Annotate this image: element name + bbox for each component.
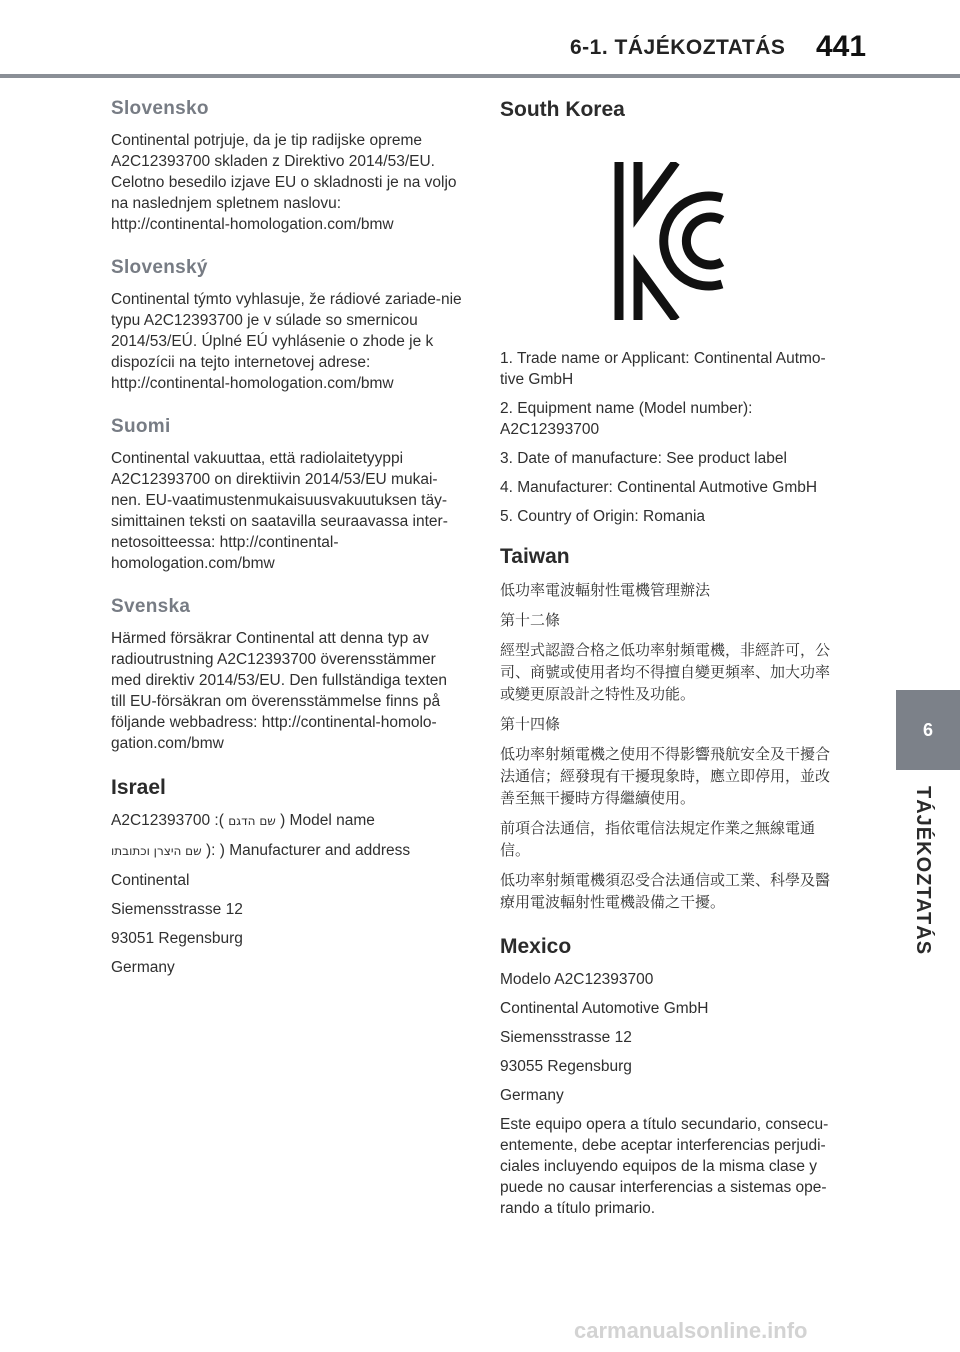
mexico-text: Este equipo opera a título secundario, consecu-entemente, debe aceptar interferencias perjudi-ciales incluyendo equipos de la misma clase y puede no causar interferencias a sistemas ope-rando a título primario. — [500, 1116, 829, 1217]
taiwan-paragraph: 第十二條 — [500, 611, 561, 629]
taiwan-paragraph: 經型式認證合格之低功率射頻電機，非經許可，公司、商號或使用者均不得擅自變更頻率、加大功率或變更原設計之特性及功能。 — [500, 641, 831, 703]
section-south-korea — [500, 98, 842, 527]
section-slovensky — [111, 257, 463, 394]
section-title: Suomi — [111, 416, 171, 437]
section-svenska — [111, 596, 463, 754]
korea-item: 3. Date of manufacture: See product label — [500, 450, 787, 467]
kc-mark-icon — [614, 162, 732, 320]
section-title: Svenska — [111, 596, 191, 617]
korea-item: 2. Equipment name (Model number): A2C12393700 — [500, 400, 753, 438]
chapter-tab: 6 — [896, 690, 960, 770]
taiwan-paragraph: 第十四條 — [500, 715, 561, 733]
section-title: Israel — [111, 776, 166, 799]
section-mexico — [500, 935, 842, 1219]
mexico-line: 93055 Regensburg — [500, 1058, 632, 1075]
israel-manufacturer-suffix: ): ) Manufacturer and address — [205, 842, 411, 859]
section-text: Continental týmto vyhlasuje, že rádiové zariade-nie typu A2C12393700 je v súlade so smernicou 2014/53/EÚ. Úplné EÚ vyhlásenie o zhode je k dispozícii na tejto internetovej adrese: http://continental-homologation.com/bmw — [111, 291, 462, 392]
korea-item: 1. Trade name or Applicant: Continental Autmo-tive GmbH — [500, 350, 826, 388]
israel-model-suffix: ) Model name — [280, 812, 375, 829]
israel-manufacturer-hebrew: שם היצרן וכתובתו — [111, 844, 202, 858]
header-title: 6-1. TÁJÉKOZTATÁS — [570, 36, 786, 59]
israel-manufacturer-line — [111, 840, 463, 862]
section-text: Continental vakuuttaa, että radiolaitetyyppi A2C12393700 on direktiivin 2014/53/EU mukai-nen. EU-vaatimustenmukaisuusvakuutuksen täy-simittainen teksti on saatavilla seuraavassa inter-netosoitteessa: http://continental-homologation.com/bmw — [111, 450, 448, 572]
section-text: Härmed försäkrar Continental att denna typ av radioutrustning A2C12393700 överensstämmer med direktiv 2014/53/EU. Den fullständiga texten till EU-försäkran om överensstämmelse finns på följande webbadress: http://continental-homolo-gation.com/bmw — [111, 630, 448, 752]
section-slovensko — [111, 98, 463, 235]
israel-address-line: 93051 Regensburg — [111, 930, 243, 947]
israel-address-line: Germany — [111, 959, 175, 976]
section-israel — [111, 776, 463, 978]
israel-model-line — [111, 810, 463, 832]
korea-item: 5. Country of Origin: Romania — [500, 508, 706, 525]
page-number: 441 — [816, 30, 867, 63]
taiwan-paragraph: 低功率射頻電機須忍受合法通信或工業、科學及醫療用電波輻射性電機設備之干擾。 — [500, 871, 831, 911]
israel-address-line: Siemensstrasse 12 — [111, 901, 243, 918]
watermark: carmanualsonline.info — [574, 1318, 808, 1343]
taiwan-paragraph: 低功率電波輻射性電機管理辦法 — [500, 581, 711, 599]
israel-model-prefix: A2C12393700 :( — [111, 812, 224, 829]
taiwan-paragraph: 前項合法通信，指依電信法規定作業之無線電通信。 — [500, 819, 816, 859]
taiwan-paragraph: 低功率射頻電機之使用不得影響飛航安全及干擾合法通信；經發現有干擾現象時，應立即停用，並改善至無干擾時方得繼續使用。 — [500, 745, 831, 807]
mexico-line: Siemensstrasse 12 — [500, 1029, 632, 1046]
mexico-line: Germany — [500, 1087, 564, 1104]
chapter-label: TÁJÉKOZTATÁS — [912, 786, 934, 956]
section-suomi — [111, 416, 463, 574]
left-column — [111, 98, 463, 1000]
section-title: Slovenský — [111, 257, 208, 278]
section-taiwan — [500, 545, 842, 913]
right-column — [500, 98, 842, 1241]
section-title: Taiwan — [500, 545, 570, 568]
header-divider — [0, 74, 960, 78]
section-title: South Korea — [500, 98, 625, 121]
mexico-line: Continental Automotive GmbH — [500, 1000, 709, 1017]
section-title: Mexico — [500, 935, 572, 958]
section-text: Continental potrjuje, da je tip radijske opreme A2C12393700 skladen z Direktivo 2014/53/EU. Celotno besedilo izjave EU o skladnosti je na voljo na naslednjem spletnem naslovu: http://continental-homologation.com/bmw — [111, 132, 457, 233]
israel-model-hebrew: שם הדגם — [228, 814, 276, 828]
korea-item: 4. Manufacturer: Continental Autmotive GmbH — [500, 479, 818, 496]
israel-address-line: Continental — [111, 872, 190, 889]
mexico-line: Modelo A2C12393700 — [500, 971, 654, 988]
section-title: Slovensko — [111, 98, 209, 119]
